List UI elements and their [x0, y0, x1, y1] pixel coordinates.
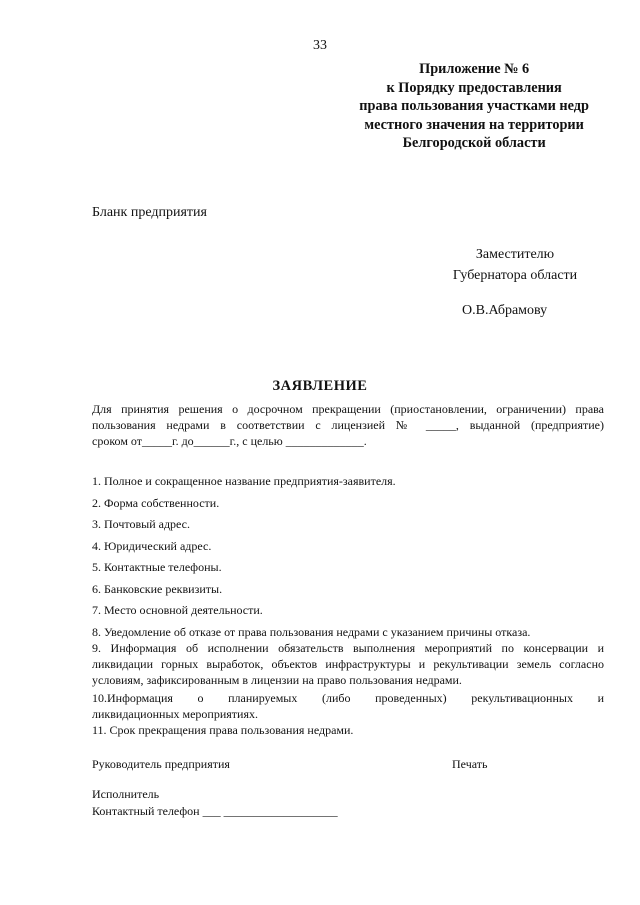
- list-item-line: ликвидационных мероприятиях.: [92, 707, 258, 721]
- list-item: 6. Банковские реквизиты.: [92, 582, 223, 596]
- list-item-line: ликвидации горных выработок, объектов инфраструктуры и рекультивации земель согласно: [92, 657, 604, 671]
- intro-line: сроком от_____г. до______г., с целью _____________.: [92, 434, 367, 448]
- appendix-line: права пользования участками недр: [359, 98, 589, 114]
- addressee-position: Заместителю: [475, 247, 555, 262]
- list-item-line: 10.Информация о планируемых (либо проведенных) рекультивационных и: [92, 691, 604, 705]
- head-signature-label: Руководитель предприятия: [92, 757, 230, 771]
- stamp-label: Печать: [452, 757, 488, 771]
- appendix-line: Белгородской области: [402, 135, 546, 151]
- appendix-line: к Порядку предоставления: [386, 79, 562, 96]
- intro-line: пользования недрами в соответствии с лицензией № _____, выданной (предприятие): [92, 418, 604, 432]
- appendix-header: [359, 60, 589, 153]
- list-item: 11. Срок прекращения права пользования недрами.: [92, 723, 354, 737]
- page-number: 33: [313, 38, 327, 53]
- appendix-line: Приложение № 6: [419, 61, 530, 77]
- intro-line: Для принятия решения о досрочном прекращении (приостановлении, ограничении) права: [92, 402, 604, 416]
- intro-paragraph: [92, 401, 604, 449]
- list-item: 3. Почтовый адрес.: [92, 517, 191, 531]
- addressee-name: О.В.Абрамову: [462, 303, 548, 318]
- addressee-position-2: Губернатора области: [452, 268, 578, 283]
- list-item: 5. Контактные телефоны.: [92, 560, 222, 574]
- document-title: ЗАЯВЛЕНИЕ: [272, 378, 368, 394]
- list-item-line: условиям, зафиксированным в лицензии на право пользования недрами.: [92, 673, 462, 687]
- list-item: 2. Форма собственности.: [92, 496, 220, 510]
- list-item: 1. Полное и сокращенное название предприятия-заявителя.: [92, 474, 396, 488]
- list-item: 7. Место основной деятельности.: [92, 603, 263, 617]
- contact-phone-label: Контактный телефон ___ ___________________: [92, 804, 338, 818]
- list-item: 8. Уведомление об отказе от права пользования недрами с указанием причины отказа.: [92, 625, 531, 639]
- executor-label: Исполнитель: [92, 787, 160, 801]
- list-item-10-11: [92, 690, 604, 738]
- appendix-line: местного значения на территории: [364, 116, 584, 133]
- list-item: 4. Юридический адрес.: [92, 539, 212, 553]
- addressee-block: [440, 244, 590, 286]
- letterhead-label: Бланк предприятия: [92, 205, 207, 220]
- list-item-8-9: [92, 624, 604, 688]
- list-item-line: 9. Информация об исполнении обязательств выполнения мероприятий по консервации и: [92, 641, 604, 655]
